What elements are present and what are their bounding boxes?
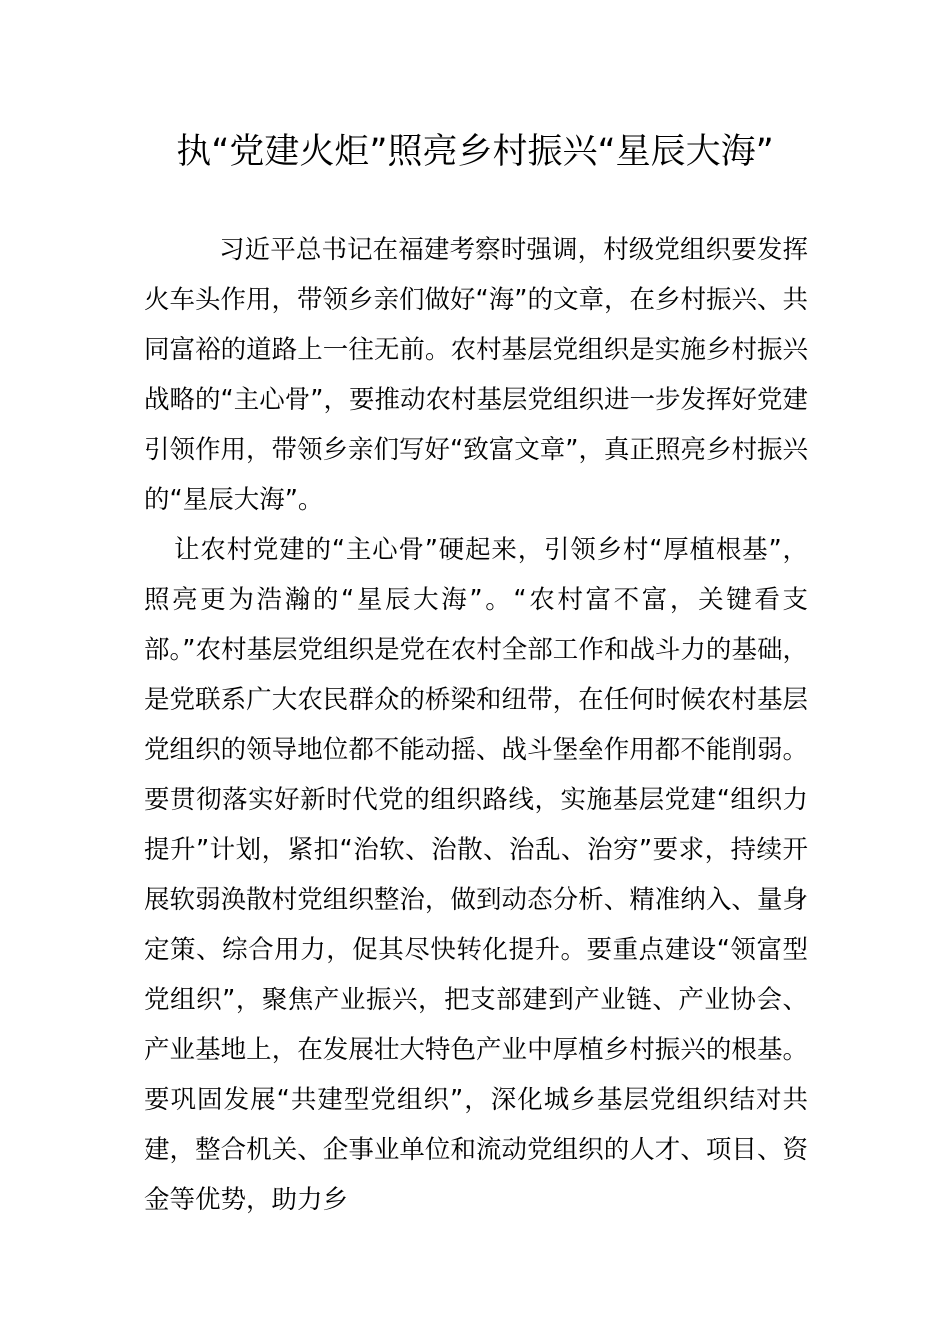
document-body	[144, 225, 808, 1225]
document-title: 执“党建火炬”照亮乡村振兴“星辰大海”	[176, 132, 774, 172]
paragraph-2: 让农村党建的“主心骨”硬起来，引领乡村“厚植根基”，照亮更为浩瀚的“星辰大海”。“农村富不富，关键看支部。”农村基层党组织是党在农村全部工作和战斗力的基础，是党联系广大农民群众的桥梁和纽带，在任何时候农村基层党组织的领导地位都不能动摇、战斗堡垒作用都不能削弱。要贯彻落实好新时代党的组织路线，实施基层党建“组织力提升”计划，紧扣“治软、治散、治乱、治穷”要求，持续开展软弱涣散村党组织整治，做到动态分析、精准纳入、量身定策、综合用力，促其尽快转化提升。要重点建设“领富型党组织”，聚焦产业振兴，把支部建到产业链、产业协会、产业基地上，在发展壮大特色产业中厚植乡村振兴的根基。要巩固发展“共建型党组织”，深化城乡基层党组织结对共建，整合机关、企事业单位和流动党组织的人才、项目、资金等优势，助力乡	[144, 535, 808, 1215]
paragraph-1: 习近平总书记在福建考察时强调，村级党组织要发挥火车头作用，带领乡亲们做好“海”的文章，在乡村振兴、共同富裕的道路上一往无前。农村基层党组织是实施乡村振兴战略的“主心骨”，要推动农村基层党组织进一步发挥好党建引领作用，带领乡亲们写好“致富文章”，真正照亮乡村振兴的“星辰大海”。	[144, 235, 808, 515]
